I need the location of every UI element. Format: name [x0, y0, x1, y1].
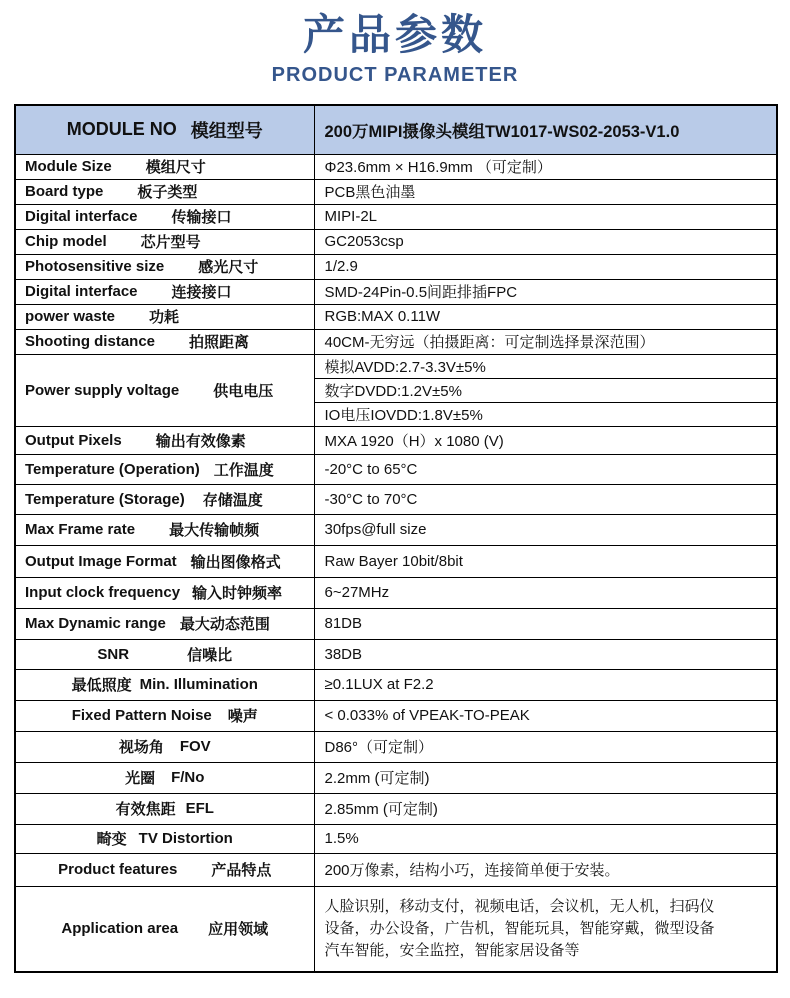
page-title-en: PRODUCT PARAMETER: [271, 64, 519, 86]
param-label-cell: [15, 762, 314, 793]
label-zh: 输出有效像素: [155, 432, 246, 450]
label-en: SNR: [97, 645, 130, 663]
label-en: Application area: [61, 920, 179, 938]
row-power-supply-voltage: [15, 354, 777, 378]
row-temperature-operation: [15, 454, 777, 484]
label-en: power waste: [25, 308, 116, 325]
param-value-cell-dvdd: 数字DVDD:1.2V±5%: [314, 378, 777, 402]
label-en: Temperature (Storage): [25, 490, 185, 508]
param-label-cell: [15, 545, 314, 577]
param-value-cell: PCB黑色油墨: [314, 179, 777, 204]
param-value-cell: 200万像素，结构小巧，连接简单便于安装。: [314, 853, 777, 886]
label-zh: 有效焦距: [115, 801, 176, 818]
label-zh: 供电电压: [213, 382, 274, 400]
param-value-cell: MXA 1920（H）x 1080 (V): [314, 426, 777, 454]
label-zh: 工作温度: [213, 461, 274, 479]
param-value-cell: Raw Bayer 10bit/8bit: [314, 545, 777, 577]
param-label-cell: [15, 304, 314, 329]
param-value-cell: 2.2mm (可定制): [314, 762, 777, 793]
label-zh: 产品特点: [211, 862, 272, 879]
application-line-1: 人脸识别，移动支付，视频电话，会议机，无人机，扫码仪: [324, 897, 715, 915]
row-min-illumination: [15, 669, 777, 700]
param-label-cell: [15, 824, 314, 853]
label-en: Photosensitive size: [25, 258, 165, 275]
label-en: Output Image Format: [25, 552, 177, 570]
param-value-cell: SMD-24Pin-0.5间距排插FPC: [314, 279, 777, 304]
label-en: Input clock frequency: [25, 584, 181, 601]
label-en: EFL: [185, 800, 214, 817]
param-label-cell: [15, 793, 314, 824]
row-output-image-format: [15, 545, 777, 577]
param-value-cell-iovdd: IO电压IOVDD:1.8V±5%: [314, 402, 777, 426]
row-fixed-pattern-noise: [15, 700, 777, 731]
label-en: Max Frame rate: [25, 521, 136, 538]
label-zh: 连接接口: [171, 284, 232, 301]
label-zh: 应用领域: [208, 921, 269, 939]
param-label-cell: [15, 731, 314, 762]
param-label-cell: [15, 354, 314, 426]
row-max-frame-rate: [15, 514, 777, 545]
row-product-features: [15, 853, 777, 886]
row-temperature-storage: [15, 484, 777, 514]
param-label-cell: [15, 853, 314, 886]
param-value-cell: GC2053csp: [314, 229, 777, 254]
param-value-cell: 1/2.9: [314, 254, 777, 279]
param-value-cell: 40CM-无穷远（拍摄距离：可定制选择景深范围）: [314, 329, 777, 354]
row-fov: [15, 731, 777, 762]
param-value-cell: 30fps@full size: [314, 514, 777, 545]
label-zh: 最大传输帧频: [169, 522, 260, 539]
param-label-cell: [15, 700, 314, 731]
label-en: Digital interface: [25, 208, 138, 225]
param-value-cell: D86°（可定制）: [314, 731, 777, 762]
row-max-dynamic-range: [15, 608, 777, 639]
application-line-3: 汽车智能，安全监控，智能家居设备等: [324, 941, 580, 959]
param-label-cell: [15, 254, 314, 279]
header-label-zh: 模组型号: [190, 120, 263, 141]
header-label-en: MODULE NO: [66, 119, 177, 140]
label-zh: 最低照度: [71, 677, 132, 694]
label-zh: 噪声: [227, 708, 258, 725]
row-input-clock-frequency: [15, 577, 777, 608]
label-zh: 拍照距离: [189, 334, 250, 351]
label-en: Shooting distance: [25, 333, 156, 350]
label-en: Chip model: [25, 233, 107, 250]
param-label-cell: [15, 204, 314, 229]
row-power-waste: [15, 304, 777, 329]
label-zh: 信噪比: [187, 646, 233, 664]
row-efl: [15, 793, 777, 824]
param-value-cell: 2.85mm (可定制): [314, 793, 777, 824]
header-label-cell: [15, 105, 314, 154]
param-value-cell: Φ23.6mm × H16.9mm （可定制）: [314, 154, 777, 179]
param-value-cell: 1.5%: [314, 824, 777, 853]
row-chip-model: [15, 229, 777, 254]
label-zh: 模组尺寸: [145, 159, 206, 176]
label-en: Output Pixels: [25, 431, 122, 449]
row-output-pixels: [15, 426, 777, 454]
param-value-cell: < 0.033% of VPEAK-TO-PEAK: [314, 700, 777, 731]
label-zh: 视场角: [118, 739, 164, 756]
application-line-2: 设备，办公设备，广告机，智能玩具，智能穿戴，微型设备: [324, 919, 715, 937]
param-value-cell-avdd: 模拟AVDD:2.7-3.3V±5%: [314, 354, 777, 378]
param-value-cell: 6~27MHz: [314, 577, 777, 608]
label-en: FOV: [179, 738, 211, 755]
label-en: Fixed Pattern Noise: [71, 707, 212, 724]
label-en: Module Size: [25, 158, 112, 175]
label-zh: 存储温度: [202, 491, 263, 509]
param-label-cell: [15, 426, 314, 454]
param-label-cell: [15, 886, 314, 972]
param-label-cell: [15, 329, 314, 354]
param-value-cell: -30°C to 70°C: [314, 484, 777, 514]
row-module-no: [15, 105, 777, 154]
label-en: Digital interface: [25, 283, 138, 300]
label-zh: 畸变: [96, 831, 127, 848]
param-label-cell: [15, 669, 314, 700]
row-snr: [15, 639, 777, 669]
param-label-cell: [15, 577, 314, 608]
label-en: F/No: [171, 769, 205, 786]
row-digital-interface-transfer: [15, 204, 777, 229]
row-photosensitive-size: [15, 254, 777, 279]
param-value-cell: -20°C to 65°C: [314, 454, 777, 484]
param-label-cell: [15, 514, 314, 545]
param-label-cell: [15, 454, 314, 484]
row-tv-distortion: [15, 824, 777, 853]
label-en: TV Distortion: [138, 830, 233, 847]
param-value-cell: RGB:MAX 0.11W: [314, 304, 777, 329]
param-value-cell: 38DB: [314, 639, 777, 669]
header-value-cell: 200万MIPI摄像头模组TW1017-WS02-2053-V1.0: [314, 105, 777, 154]
label-zh: 板子类型: [137, 184, 198, 201]
param-value-cell: MIPI-2L: [314, 204, 777, 229]
param-value-cell: 81DB: [314, 608, 777, 639]
page-title-zh: 产品参数: [302, 11, 487, 58]
label-zh: 功耗: [149, 309, 180, 326]
page-title: [0, 0, 790, 88]
label-en: Board type: [25, 183, 104, 200]
param-value-cell: ≥0.1LUX at F2.2: [314, 669, 777, 700]
param-label-cell: [15, 154, 314, 179]
param-value-cell: [314, 886, 777, 972]
label-en: Power supply voltage: [25, 381, 180, 399]
label-zh: 输入时钟频率: [192, 585, 283, 602]
param-label-cell: [15, 608, 314, 639]
label-en: Product features: [58, 861, 178, 878]
label-zh: 最大动态范围: [179, 616, 270, 633]
param-label-cell: [15, 484, 314, 514]
row-digital-interface-connect: [15, 279, 777, 304]
label-en: Max Dynamic range: [25, 615, 166, 632]
label-zh: 光圈: [125, 770, 156, 787]
label-zh: 芯片型号: [140, 234, 201, 251]
label-en: Temperature (Operation): [25, 460, 200, 478]
row-module-size: [15, 154, 777, 179]
param-label-cell: [15, 179, 314, 204]
row-f-no: [15, 762, 777, 793]
label-zh: 输出图像格式: [190, 553, 281, 571]
row-shooting-distance: [15, 329, 777, 354]
product-parameter-table: [14, 104, 778, 973]
label-zh: 传输接口: [171, 209, 232, 226]
label-zh: 感光尺寸: [198, 259, 259, 276]
row-board-type: [15, 179, 777, 204]
label-en: Min. Illumination: [139, 676, 258, 693]
param-label-cell: [15, 229, 314, 254]
param-label-cell: [15, 279, 314, 304]
row-application-area: [15, 886, 777, 972]
param-label-cell: [15, 639, 314, 669]
